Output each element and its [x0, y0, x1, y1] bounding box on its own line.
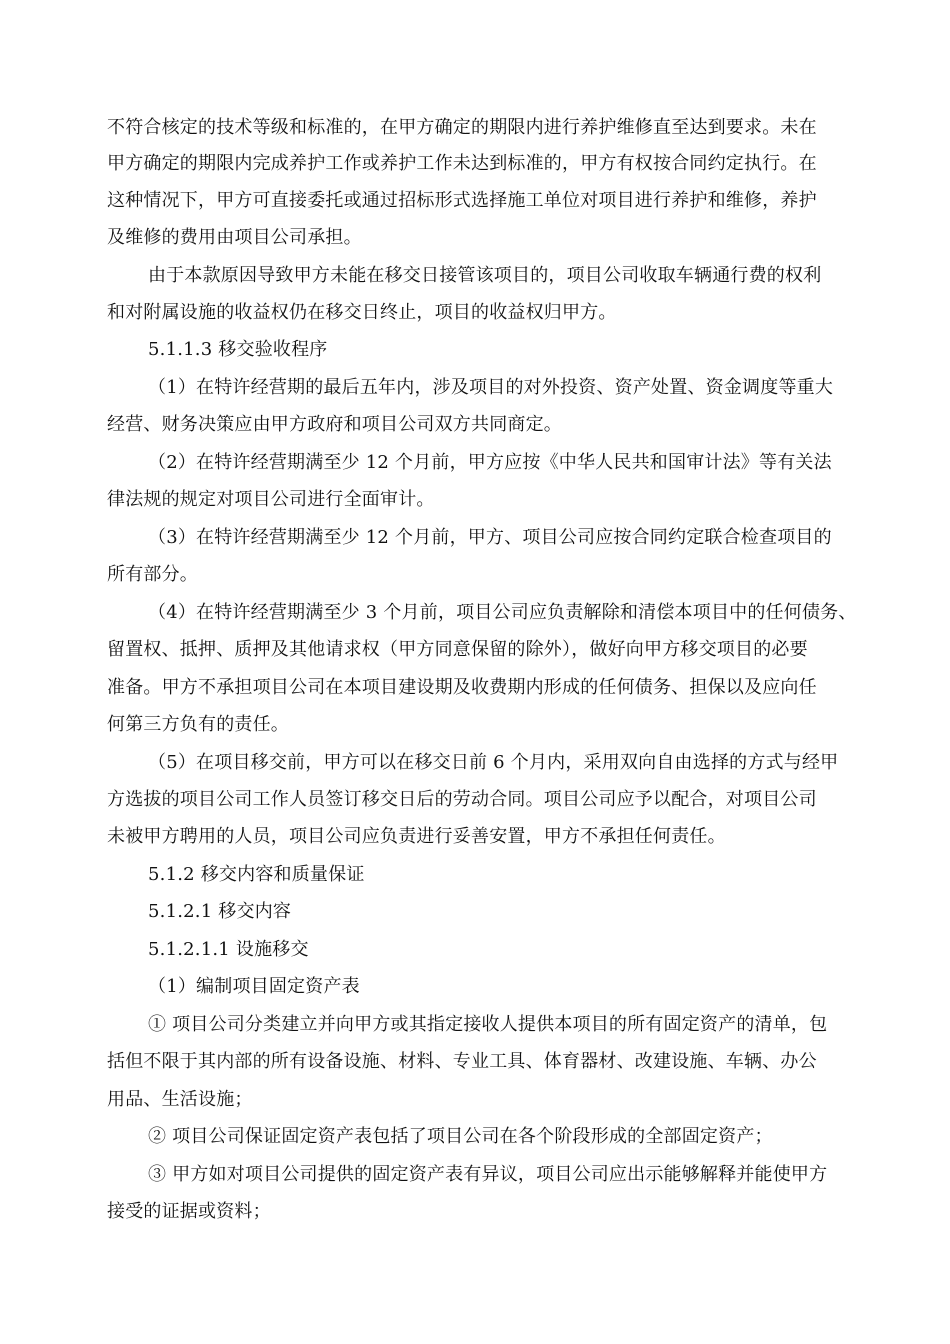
list-item-line: 方选拔的项目公司工作人员签订移交日后的劳动合同。项目公司应予以配合，对项目公司	[107, 789, 817, 810]
list-item-line: （1）在特许经营期的最后五年内，涉及项目的对外投资、资产处置、资金调度等重大	[148, 377, 834, 398]
section-heading: 5.1.2 移交内容和质量保证	[148, 864, 365, 885]
list-item-line: 律法规的规定对项目公司进行全面审计。	[107, 489, 435, 510]
list-item-line: （4）在特许经营期满至少 3 个月前，项目公司应负责解除和清偿本项目中的任何债务、	[148, 602, 857, 623]
list-item-line: 接受的证据或资料；	[107, 1201, 271, 1222]
body-text-line: 甲方确定的期限内完成养护工作或养护工作未达到标准的，甲方有权按合同约定执行。在	[107, 153, 817, 174]
body-text-line: 及维修的费用由项目公司承担。	[107, 227, 362, 248]
list-item-line: 括但不限于其内部的所有设备设施、材料、专业工具、体育器材、改建设施、车辆、办公	[107, 1051, 817, 1072]
list-item-line: （2）在特许经营期满至少 12 个月前，甲方应按《中华人民共和国审计法》等有关法	[148, 452, 832, 473]
list-item-line: 准备。甲方不承担项目公司在本项目建设期及收费期内形成的任何债务、担保以及应向任	[107, 677, 817, 698]
list-item-line: 用品、生活设施；	[107, 1089, 253, 1110]
list-item-line: （3）在特许经营期满至少 12 个月前，甲方、项目公司应按合同约定联合检查项目的	[148, 527, 832, 548]
body-text-line: 这种情况下，甲方可直接委托或通过招标形式选择施工单位对项目进行养护和维修，养护	[107, 190, 817, 211]
list-item-line: 留置权、抵押、质押及其他请求权（甲方同意保留的除外），做好向甲方移交项目的必要	[107, 639, 808, 660]
section-heading: 5.1.1.3 移交验收程序	[148, 339, 328, 360]
list-item-line: 何第三方负有的责任。	[107, 714, 289, 735]
list-item-line: 所有部分。	[107, 564, 198, 585]
body-text-line: 不符合核定的技术等级和标准的，在甲方确定的期限内进行养护维修直至达到要求。未在	[107, 117, 817, 138]
section-heading: 5.1.2.1 移交内容	[148, 901, 292, 922]
list-item-line: ① 项目公司分类建立并向甲方或其指定接收人提供本项目的所有固定资产的清单，包	[148, 1014, 828, 1035]
list-item-line: ③ 甲方如对项目公司提供的固定资产表有异议，项目公司应出示能够解释并能使甲方	[148, 1164, 828, 1185]
list-item-line: 经营、财务决策应由甲方政府和项目公司双方共同商定。	[107, 414, 562, 435]
list-item-line: （5）在项目移交前，甲方可以在移交日前 6 个月内，采用双向自由选择的方式与经甲	[148, 752, 839, 773]
sub-heading: （1）编制项目固定资产表	[148, 976, 360, 997]
body-text-line: 由于本款原因导致甲方未能在移交日接管该项目的，项目公司收取车辆通行费的权利	[148, 265, 822, 286]
body-text-line: 和对附属设施的收益权仍在移交日终止，项目的收益权归甲方。	[107, 302, 617, 323]
list-item-line: 未被甲方聘用的人员，项目公司应负责进行妥善安置，甲方不承担任何责任。	[107, 826, 726, 847]
section-heading: 5.1.2.1.1 设施移交	[148, 939, 309, 960]
list-item-line: ② 项目公司保证固定资产表包括了项目公司在各个阶段形成的全部固定资产；	[148, 1126, 773, 1147]
